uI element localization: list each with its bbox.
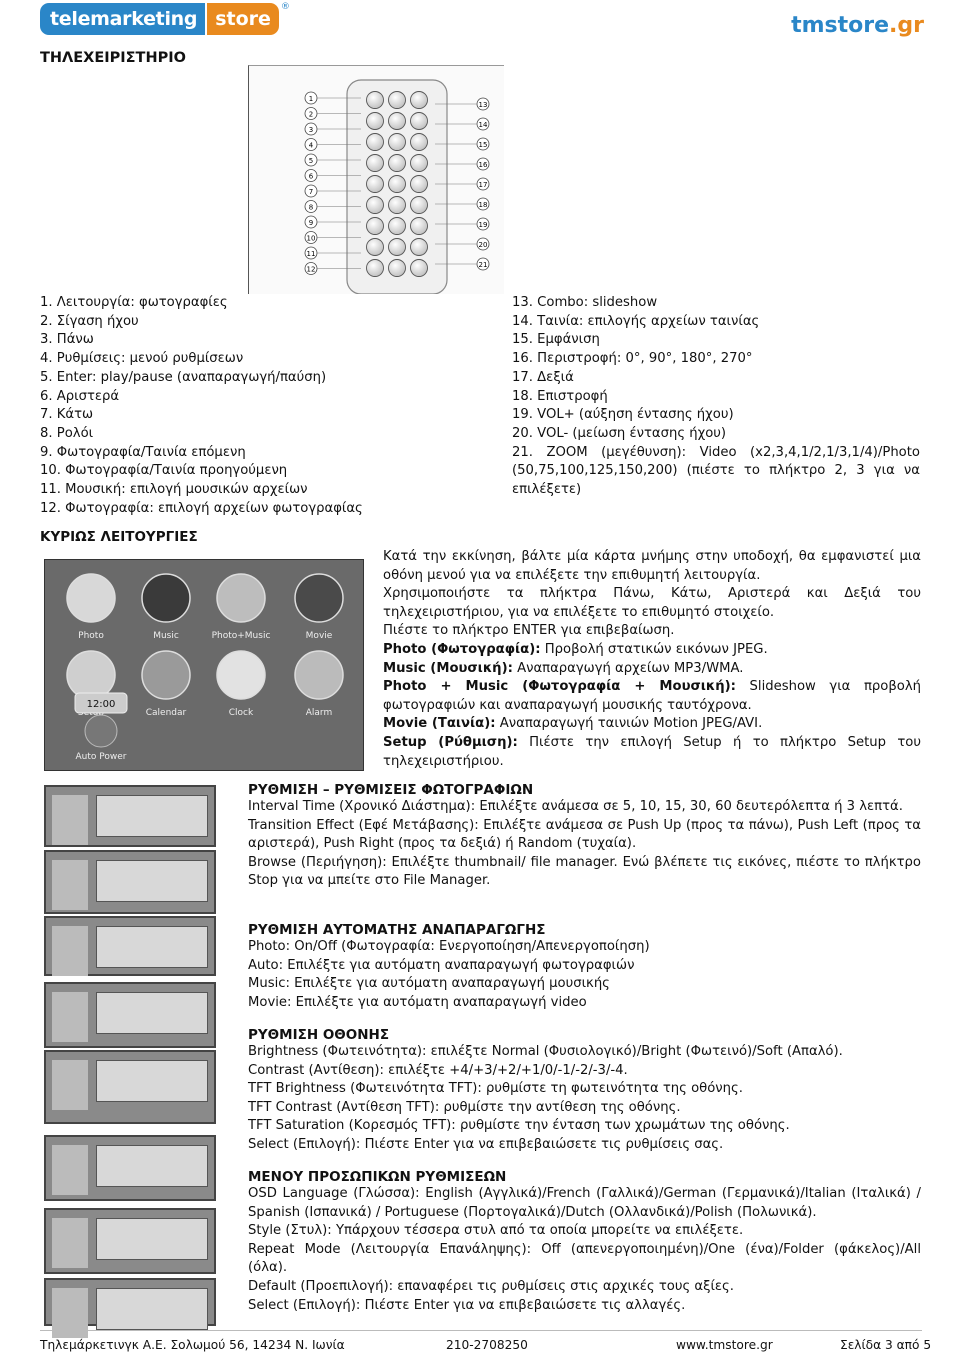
remote-button <box>367 239 384 256</box>
remote-button <box>389 239 406 256</box>
list-item: 9. Φωτογραφία/Ταινία επόμενη <box>40 444 246 460</box>
remote-button <box>411 113 428 130</box>
list-item: 2. Σίγαση ήχου <box>40 313 139 329</box>
music-function: Music (Μουσική): Αναπαραγωγή αρχείων MP3/WMA. <box>383 660 744 676</box>
remote-button <box>389 92 406 109</box>
transition-effect-text: Transition Effect (Εφέ Μετάβασης): Επιλέξτε ανάμεσα σε Push Up (προς τα πάνω), Push Left (προς τα αριστερά), Push Right (προς τα δεξιά) ή Random (τυχαία). <box>248 817 921 852</box>
menu-label: Photo+Music <box>211 631 271 641</box>
remote-callout-number: 7 <box>308 188 314 196</box>
menu-icon <box>142 651 190 699</box>
menu-icon <box>85 715 117 747</box>
list-item: 14. Ταινία: επιλογής αρχείων ταινίας <box>512 313 760 329</box>
remote-callout-number: 21 <box>478 261 488 269</box>
list-item: 13. Combo: slideshow <box>512 295 658 310</box>
remote-button <box>367 218 384 235</box>
settings-screenshot-2 <box>44 850 216 914</box>
logo-telemarketing: telemarketing <box>40 3 205 35</box>
list-item: 5. Enter: play/pause (αναπαραγωγή/παύση) <box>40 369 327 385</box>
autoplay-line: Music: Επιλέξτε για αυτόματη αναπαραγωγή μουσικής <box>248 976 610 992</box>
settings-screenshot-8 <box>44 1278 216 1326</box>
remote-control-drawing <box>249 66 504 294</box>
remote-callout-number: 19 <box>478 221 488 229</box>
remote-callout-number: 6 <box>308 172 314 181</box>
main-functions-heading: ΚΥΡΙΩΣ ΛΕΙΤΟΥΡΓΙΕΣ <box>40 529 198 545</box>
site-tld: .gr <box>889 13 924 38</box>
remote-button <box>389 155 406 172</box>
right-button-list <box>512 294 920 500</box>
movie-function: Movie (Ταινία): Αναπαραγωγή ταινιών Motion JPEG/AVI. <box>383 716 763 732</box>
screen-setting-line: TFT Brightness (Φωτεινότητα TFT): ρυθμίστε τη φωτεινότητα της οθόνης. <box>248 1081 743 1097</box>
main-menu-screenshot <box>44 559 364 771</box>
menu-label: Alarm <box>305 708 333 718</box>
photo-settings-section <box>248 782 921 891</box>
navigation-paragraph: Χρησιμοποιήστε τα πλήκτρα Πάνω, Κάτω, Αριστερά και Δεξιά του τηλεχειριστήριου, για να επιλέξετε το επιθυμητό στοιχείο. <box>383 586 921 620</box>
setup-function: Setup (Ρύθμιση): Πιέστε την επιλογή Setup ή το πλήκτρο Setup του τηλεχειριστήριου. <box>383 734 921 769</box>
remote-button <box>367 155 384 172</box>
screen-setting-line: TFT Contrast (Αντίθεση TFT): ρυθμίστε την αντίθεση της οθόνης. <box>248 1099 681 1115</box>
logo-registered-mark: ® <box>280 2 290 12</box>
photo-music-function: Photo + Music (Φωτογραφία + Μουσική): Slideshow για προβολή φωτογραφιών και αναπαραγωγή μουσικής ταυτόχρονα. <box>383 679 921 713</box>
remote-button <box>389 218 406 235</box>
left-button-list <box>40 294 363 518</box>
footer-company: Τηλεμάρκετινγκ Α.Ε. Σολωμού 56, 14234 Ν. Ιωνία <box>40 1338 345 1352</box>
menu-label: Music <box>153 631 179 641</box>
select-text: Select (Επιλογή): Πιέστε Enter για να επιβεβαιώσετε τις αλλαγές. <box>248 1297 686 1313</box>
settings-screenshot-5 <box>44 1050 216 1124</box>
page-title: ΤΗΛΕΧΕΙΡΙΣΤΗΡΙΟ <box>40 50 186 66</box>
remote-button <box>411 176 428 193</box>
settings-screenshot-1 <box>44 785 216 847</box>
remote-button <box>389 134 406 151</box>
menu-label: Auto Power <box>75 752 127 762</box>
menu-icon <box>295 651 343 699</box>
remote-callout-number: 2 <box>308 110 314 119</box>
remote-button <box>367 134 384 151</box>
remote-callout-number: 10 <box>306 234 316 243</box>
remote-callout-number: 3 <box>308 126 314 134</box>
personal-settings-section <box>248 1169 921 1315</box>
list-item: 19. VOL+ (αύξηση έντασης ήχου) <box>512 407 734 423</box>
remote-callout-number: 15 <box>478 141 488 149</box>
brand-logo <box>40 2 290 36</box>
menu-label: Clock <box>228 708 254 718</box>
remote-callout-number: 20 <box>478 241 488 249</box>
remote-callout-number: 13 <box>478 101 488 109</box>
photo-settings-heading: ΡΥΘΜΙΣΗ – ΡΥΘΜΙΣΕΙΣ ΦΩΤΟΓΡΑΦΙΩΝ <box>248 782 534 798</box>
remote-control-figure <box>248 65 504 294</box>
remote-button <box>411 260 428 277</box>
style-text: Style (Στυλ): Υπάρχουν τέσσερα στυλ από τα οποία μπορείτε να επιλέξετε. <box>248 1223 744 1239</box>
main-functions-text <box>383 548 921 771</box>
remote-callout-number: 14 <box>478 121 488 129</box>
menu-label: Photo <box>78 631 104 641</box>
list-item: 11. Μουσική: επιλογή μουσικών αρχείων <box>40 482 308 498</box>
menu-label: Calendar <box>145 708 187 718</box>
remote-button <box>411 92 428 109</box>
list-item: 18. Επιστροφή <box>512 388 608 404</box>
remote-button <box>411 239 428 256</box>
remote-button <box>367 260 384 277</box>
interval-time-text: Interval Time (Χρονικό Διάστημα): Επιλέξτε ανάμεσα σε 5, 10, 15, 30, 60 δευτερόλεπτα ή 3 λεπτά. <box>248 799 903 814</box>
site-main: tmstore <box>791 13 890 38</box>
main-menu-graphic <box>45 560 363 770</box>
remote-callout-number: 16 <box>478 161 488 169</box>
remote-callout-number: 11 <box>306 250 316 258</box>
site-name <box>791 13 924 38</box>
osd-language-text: OSD Language (Γλώσσα): English (Αγγλικά)/French (Γαλλικά)/German (Γερμανικά)/Italian (Ιταλικά) / Spanish (Ισπανικά) / Portuguese (Πορτογαλικά)/Dutch (Ολλανδικά)/Polish (Πολωνικά). <box>248 1186 921 1220</box>
menu-icon <box>67 574 115 622</box>
remote-button <box>389 260 406 277</box>
autoplay-section <box>248 922 921 1012</box>
remote-button <box>411 197 428 214</box>
menu-icon <box>295 574 343 622</box>
remote-button <box>367 92 384 109</box>
remote-callout-number: 5 <box>308 157 314 165</box>
list-item-21: 21. ZOOM (μεγέθυνση): Video (x2,3,4,1/2,1/3,1/4)/Photo (50,75,100,125,150,200) (πιέστε το πλήκτρο 2, 3 για να επιλέξετε) <box>512 444 920 498</box>
remote-button <box>389 197 406 214</box>
remote-button <box>389 176 406 193</box>
remote-callout-number: 18 <box>478 201 488 209</box>
list-item: 6. Αριστερά <box>40 388 120 404</box>
intro-paragraph: Κατά την εκκίνηση, βάλτε μία κάρτα μνήμης στην υποδοχή, θα εμφανιστεί μια οθόνη μενού για να επιλέξετε την επιθυμητή λειτουργία. <box>383 549 921 583</box>
menu-icon <box>217 574 265 622</box>
list-item: 12. Φωτογραφία: επιλογή αρχείων φωτογραφίας <box>40 500 363 516</box>
screen-setting-line: Brightness (Φωτεινότητα): επιλέξτε Normal (Φυσιολογικό)/Bright (Φωτεινό)/Soft (Απαλό). <box>248 1044 843 1059</box>
remote-callout-number: 4 <box>308 141 314 150</box>
list-item: 3. Πάνω <box>40 332 94 348</box>
footer-website[interactable]: www.tmstore.gr <box>676 1338 773 1352</box>
personal-settings-heading: ΜΕΝΟΥ ΠΡΟΣΩΠΙΚΩΝ ΡΥΘΜΙΣΕΩΝ <box>248 1169 507 1185</box>
footer-divider <box>40 1330 922 1331</box>
remote-button <box>411 155 428 172</box>
settings-screenshot-6 <box>44 1135 216 1201</box>
remote-callout-number: 8 <box>308 203 314 212</box>
remote-button <box>411 218 428 235</box>
autoplay-line: Auto: Επιλέξτε για αυτόματη αναπαραγωγή φωτογραφιών <box>248 957 635 973</box>
remote-callout-number: 1 <box>308 95 314 103</box>
remote-button <box>411 134 428 151</box>
footer-phone: 210-2708250 <box>446 1338 528 1352</box>
list-item: 17. Δεξιά <box>512 369 574 385</box>
photo-function: Photo (Φωτογραφία): Προβολή στατικών εικόνων JPEG. <box>383 641 768 657</box>
logo-store: store <box>207 3 279 35</box>
list-item: 15. Εμφάνιση <box>512 332 600 348</box>
list-item: 10. Φωτογραφία/Ταινία προηγούμενη <box>40 463 288 479</box>
remote-button <box>367 197 384 214</box>
remote-callout-number: 9 <box>308 219 314 227</box>
screen-settings-heading: ΡΥΘΜΙΣΗ ΟΘΟΝΗΣ <box>248 1027 390 1043</box>
screen-setting-line: Contrast (Αντίθεση): επιλέξτε +4/+3/+2/+1/0/-1/-2/-3/-4. <box>248 1062 628 1078</box>
menu-icon <box>67 651 115 699</box>
footer-page-number: Σελίδα 3 από 5 <box>840 1338 932 1352</box>
list-item: 1. Λειτουργία: φωτογραφίες <box>40 295 228 310</box>
settings-screenshot-4 <box>44 982 216 1048</box>
list-item: 16. Περιστροφή: 0°, 90°, 180°, 270° <box>512 351 753 367</box>
menu-label: Movie <box>305 631 333 641</box>
settings-screenshot-3 <box>44 916 216 976</box>
screen-settings-section <box>248 1027 921 1155</box>
remote-button <box>389 113 406 130</box>
clock-time: 12:00 <box>86 699 116 710</box>
list-item: 7. Κάτω <box>40 407 94 423</box>
list-item: 8. Ρολόι <box>40 425 94 441</box>
list-item: 4. Ρυθμίσεις: μενού ρυθμίσεων <box>40 351 244 367</box>
remote-callout-number: 17 <box>478 181 488 189</box>
list-item: 20. VOL- (μείωση έντασης ήχου) <box>512 425 727 441</box>
default-text: Default (Προεπιλογή): επαναφέρει τις ρυθμίσεις στις αρχικές τους αξίες. <box>248 1278 734 1294</box>
remote-callout-number: 12 <box>306 265 316 274</box>
settings-screenshot-7 <box>44 1208 216 1274</box>
remote-button <box>367 113 384 130</box>
remote-button <box>367 176 384 193</box>
screen-setting-line: TFT Saturation (Κορεσμός TFT): ρυθμίστε την ένταση των χρωμάτων της οθόνης. <box>248 1118 790 1134</box>
autoplay-line: Movie: Επιλέξτε για αυτόματη αναπαραγωγή video <box>248 994 587 1010</box>
browse-text: Browse (Περιήγηση): Επιλέξτε thumbnail/ file manager. Ενώ βλέπετε τις εικόνες, πιέστε το πλήκτρο Stop για να μπείτε στο File Manager. <box>248 854 921 889</box>
enter-paragraph: Πιέστε το πλήκτρο ENTER για επιβεβαίωση. <box>383 623 675 639</box>
menu-icon <box>142 574 190 622</box>
repeat-mode-text: Repeat Mode (Λειτουργία Επανάληψης): Off (απενεργοποιημένη)/One (ένα)/Folder (φάκελος)/All (όλα). <box>248 1241 921 1276</box>
autoplay-heading: ΡΥΘΜΙΣΗ ΑΥΤΟΜΑΤΗΣ ΑΝΑΠΑΡΑΓΩΓΗΣ <box>248 922 546 938</box>
menu-icon <box>217 651 265 699</box>
autoplay-line: Photo: On/Off (Φωτογραφία: Ενεργοποίηση/Απενεργοποίηση) <box>248 939 650 954</box>
screen-setting-line: Select (Επιλογή): Πιέστε Enter για να επιβεβαιώσετε τις ρυθμίσεις σας. <box>248 1136 724 1152</box>
